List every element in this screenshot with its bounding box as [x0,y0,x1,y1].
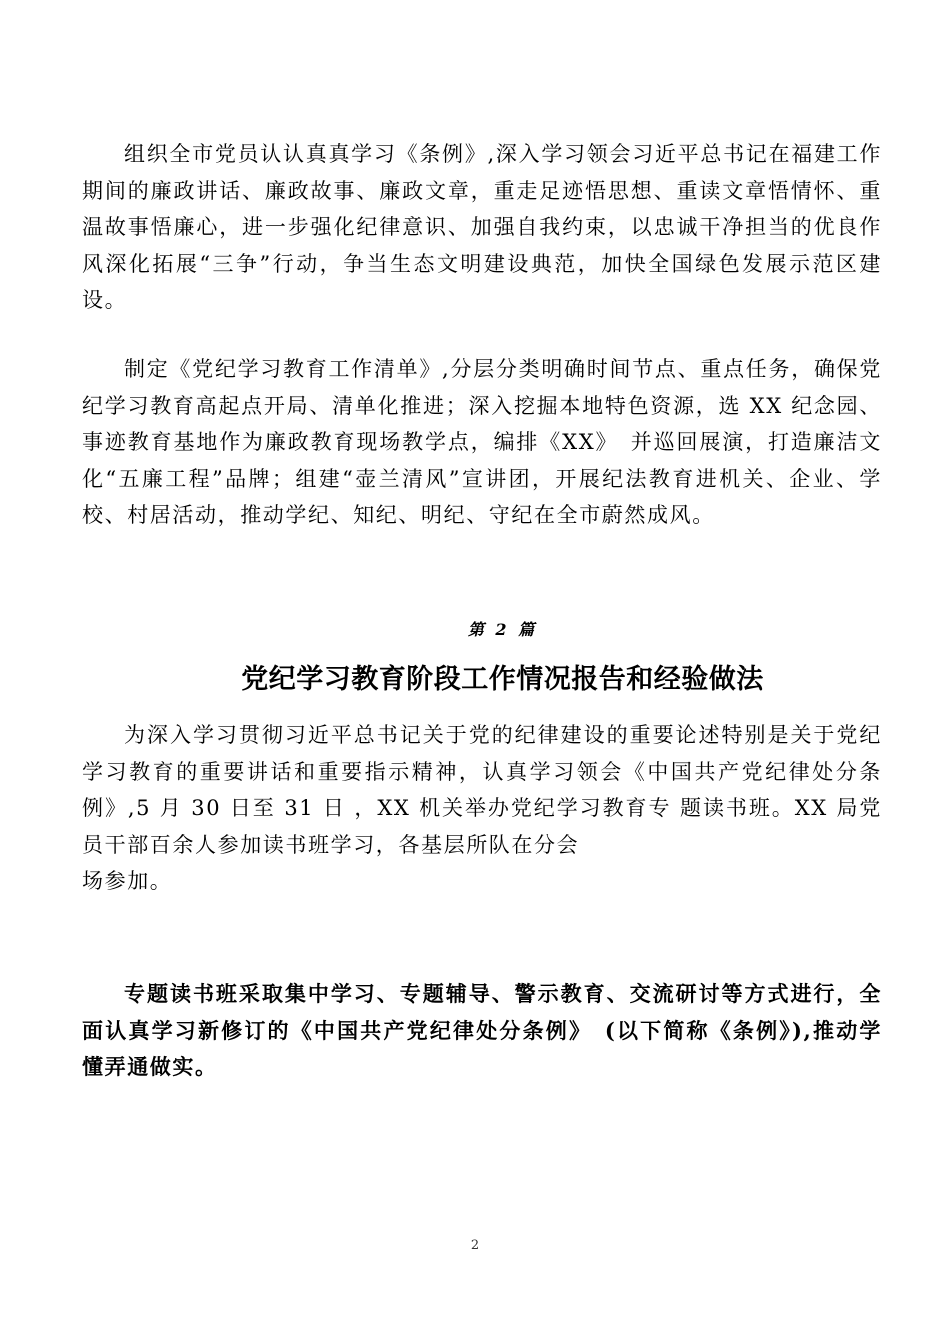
paragraph-3 [82,717,882,900]
section-title: 党纪学习教育阶段工作情况报告和经验做法 [241,664,764,695]
paragraph-3-main: 为深入学习贯彻习近平总书记关于党的纪律建设的重要论述特别是关于党纪学习教育的重要讲话和重要指示精神，认真学习领会《中国共产党纪律处分条例》,5 月 30 日至 31 日 ，XX 机关举办党纪学习教育专 题读书班。XX 局党员干部百余人参加读书班学习，各基层所队在分会 [82,723,882,857]
paragraph-2: 制定《党纪学习教育工作清单》,分层分类明确时间节点、重点任务，确保党纪学习教育高起点开局、清单化推进；深入挖掘本地特色资源，选 XX 纪念园、事迹教育基地作为廉政教育现场教学点，编排《XX》 并巡回展演，打造廉洁文化“五廉工程”品牌；组建“壶兰清风”宣讲团，开展纪法教育进机关、企业、学校、村居活动，推动学纪、知纪、明纪、守纪在全市蔚然成风。 [82,357,882,527]
chapter-label: 第 2 篇 [467,620,538,639]
paragraph-3-tail: 场参加。 [82,869,173,893]
paragraph-1: 组织全市党员认认真真学习《条例》,深入学习领会习近平总书记在福建工作期间的廉政讲话、廉政故事、廉政文章，重走足迹悟思想、重读文章悟情怀、重温故事悟廉心，进一步强化纪律意识、加强自我约束，以忠诚干净担当的优良作风深化拓展“三争”行动，争当生态文明建设典范，加快全国绿色发展示范区建设。 [82,142,882,312]
paragraph-4-bold: 专题读书班采取集中学习、专题辅导、警示教育、交流研讨等方式进行，全面认真学习新修订的《中国共产党纪律处分条例》 (以下简称《条例》),推动学懂弄通做实。 [82,981,882,1079]
page-number: 2 [470,1238,480,1253]
